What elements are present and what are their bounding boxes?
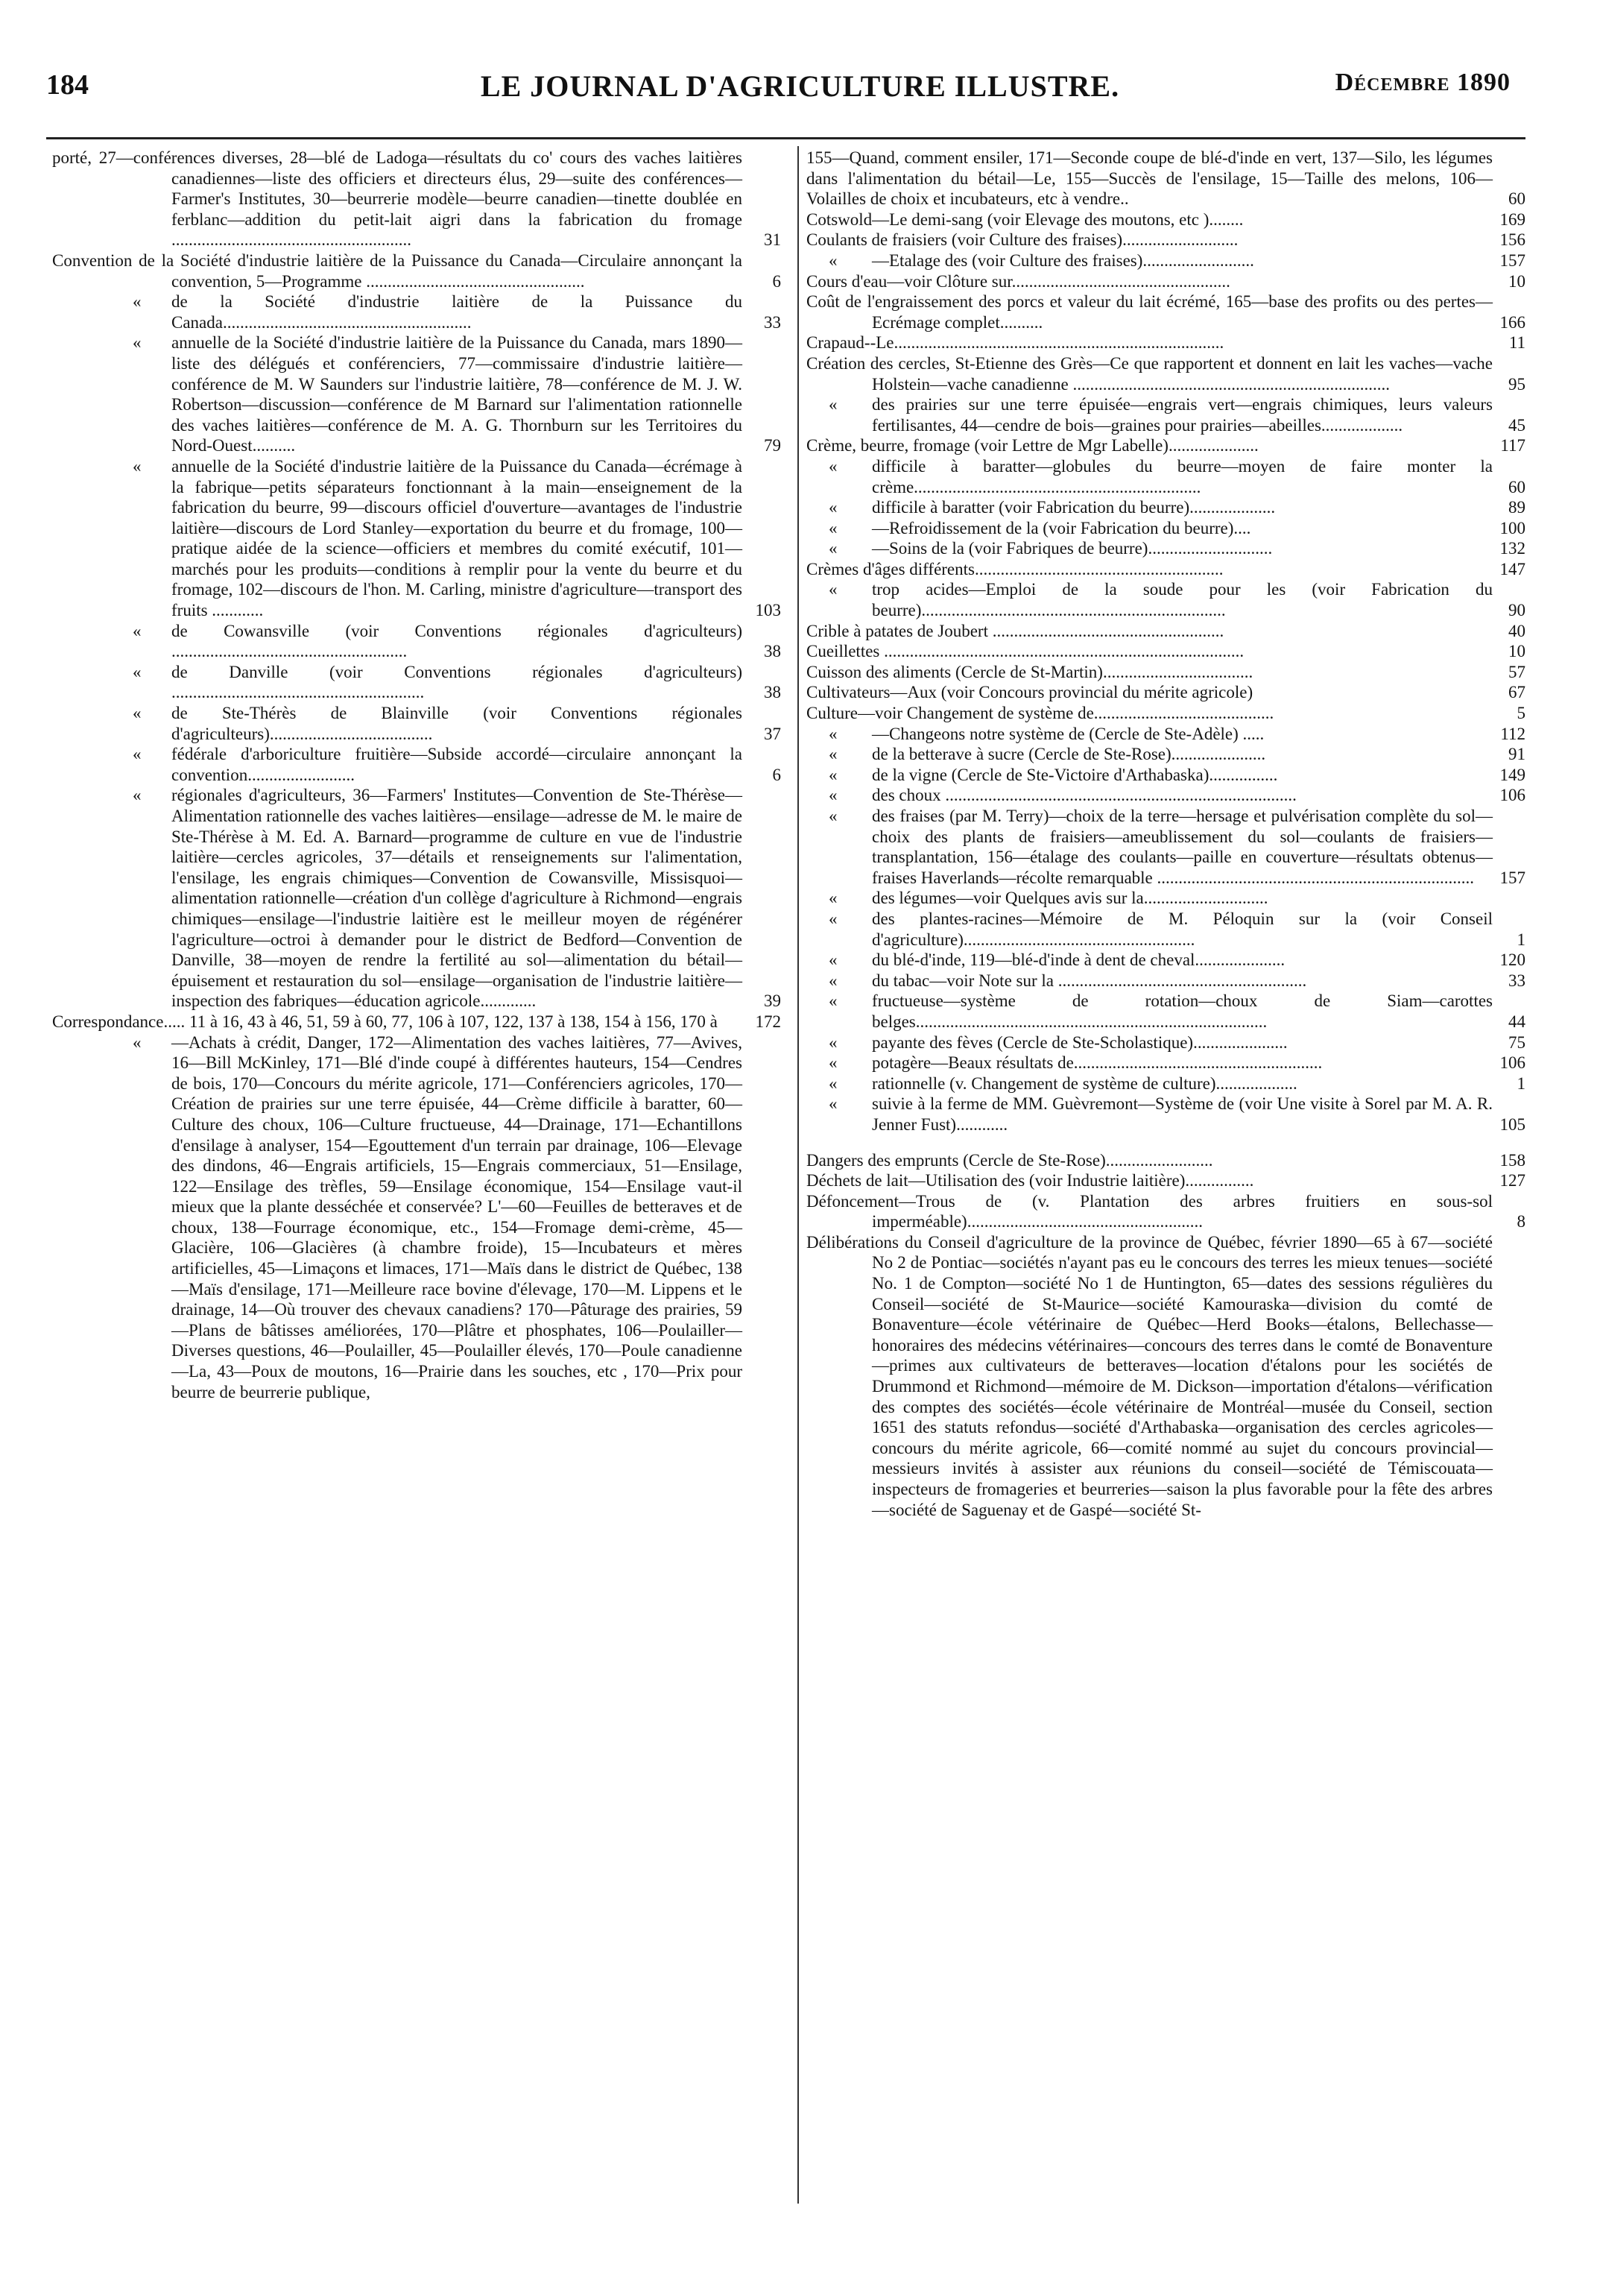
index-entry	[806, 518, 1525, 539]
index-entry	[52, 744, 781, 785]
entry-text: rationnelle (v. Changement de système de culture)...................	[872, 1073, 1297, 1093]
entry-text: Défoncement—Trous de (v. Plantation des arbres fruitiers en sous-sol imperméable).......................................................	[806, 1191, 1493, 1231]
entry-text: de la Société d'industrie laitière de la Puissance du Canada..........................................................	[171, 292, 742, 332]
entry-page-number: 89	[1508, 498, 1525, 517]
index-entry	[52, 291, 781, 332]
entry-text: —Etalage des (voir Culture des fraises)..........................	[872, 250, 1254, 270]
entry-text: du blé-d'inde, 119—blé-d'inde à dent de cheval.....................	[872, 950, 1286, 970]
index-entry	[806, 888, 1525, 909]
entry-text: porté, 27—conférences diverses, 28—blé de Ladoga—résultats du co' cours des vaches laitières canadiennes—liste des officiers et directeurs élus, 29—suite des conférences—Farmer's Institutes, 30—beurrerie modèle—beurre canadien—tinette doublée en ferblanc—addition du petit-lait aigri dans la fabrication du fromage ........................................................	[52, 148, 742, 250]
ditto-mark: «	[133, 1032, 142, 1052]
entry-text: —Refroidissement de la (voir Fabrication du beurre)....	[872, 518, 1251, 537]
index-entry	[806, 271, 1525, 292]
header-rule	[46, 137, 1525, 139]
entry-page-number: 105	[1499, 1114, 1525, 1134]
entry-text: régionales d'agriculteurs, 36—Farmers' Institutes—Convention de Ste-Thérèse—Alimentation rationnelle des vaches laitières—ensilage—adresse de M. le maire de Ste-Thérèse à M. Ed. A. Barnard—programme de culture en vue de l'industrie laitière—cercles agricoles, 37—détails et renseignements sur l'alimentation, l'ensilage, les engrais chimiques—Convention de Cowansville, Missisquoi—alimentation rationnelle—création d'un collège d'agriculture à Richmond—engrais chimiques—ensilage—l'industrie laitière est le meilleur moyen de régénérer l'agriculture—octroi à demander pour le district de Bedford—Convention de Danville, 38—moyen de rendre la fertilité au sol—alimentation du bétail—épuisement et restauration du sol—ensilage—organisation de l'industrie laitière—inspection des fabriques—éducation agricole.............	[171, 786, 742, 1011]
index-entry	[806, 991, 1525, 1032]
ditto-mark: «	[133, 333, 142, 353]
entry-text: de Cowansville (voir Conventions régionales d'agriculteurs) .......................................................	[171, 621, 742, 661]
index-entry	[806, 497, 1525, 518]
index-entry	[52, 703, 781, 744]
entry-text: des choux ..................................................................................	[872, 786, 1297, 805]
entry-page-number: 127	[1499, 1171, 1525, 1190]
entry-page-number: 79	[764, 436, 781, 455]
ditto-mark: «	[829, 807, 838, 825]
entry-page-number: 38	[764, 683, 781, 702]
entry-text: Convention de la Société d'industrie laitière de la Puissance du Canada—Circulaire annonçant la convention, 5—Programme ...................................................	[52, 250, 742, 291]
entry-page-number: 60	[1508, 189, 1525, 209]
ditto-mark: «	[829, 498, 838, 517]
entry-page-number: 10	[1508, 271, 1525, 291]
entry-page-number: 39	[764, 991, 781, 1011]
entry-text: —Changeons notre système de (Cercle de Ste-Adèle) .....	[872, 724, 1265, 743]
entry-page-number: 157	[1499, 868, 1525, 887]
entry-page-number: 169	[1499, 209, 1525, 229]
entry-text: Création des cercles, St-Etienne des Grès—Ce que rapportent et donnent en lait les vaches—vache Holstein—vache canadienne ..........................................................................	[806, 353, 1493, 394]
ditto-mark: «	[829, 518, 838, 537]
index-entry	[806, 230, 1525, 250]
index-entry	[806, 332, 1525, 353]
entry-text: de la betterave à sucre (Cercle de Ste-Rose)......................	[872, 745, 1266, 764]
entry-text: du tabac—voir Note sur la ..........................................................	[872, 971, 1307, 990]
entry-page-number: 149	[1499, 765, 1525, 784]
index-entry	[806, 641, 1525, 662]
entry-text: Coulants de fraisiers (voir Culture des fraises)...........................	[806, 230, 1239, 250]
entry-page-number: 90	[1508, 601, 1525, 620]
index-entry	[806, 394, 1525, 435]
entry-text: difficile à baratter (voir Fabrication du beurre)....................	[872, 498, 1276, 517]
index-entry	[52, 1032, 781, 1403]
index-entry	[806, 1232, 1525, 1520]
entry-text: Déchets de lait—Utilisation des (voir Industrie laitière)................	[806, 1171, 1254, 1190]
ditto-mark: «	[829, 1094, 838, 1114]
index-entry	[806, 909, 1525, 950]
entry-page-number: 166	[1499, 312, 1525, 332]
entry-text: de Ste-Thérès de Blainville (voir Conventions régionales d'agriculteurs)......................................	[171, 704, 742, 743]
index-entry	[806, 250, 1525, 271]
entry-page-number: 67	[1508, 683, 1525, 702]
index-entry	[806, 1073, 1525, 1094]
index-entry	[806, 950, 1525, 971]
index-entry	[806, 456, 1525, 497]
page-number: 184	[46, 69, 89, 101]
index-entry	[806, 1053, 1525, 1073]
index-entry	[806, 703, 1525, 724]
entry-page-number: 40	[1508, 621, 1525, 640]
index-entry	[806, 538, 1525, 559]
column-divider	[797, 146, 799, 2204]
entry-text: 155—Quand, comment ensiler, 171—Seconde coupe de blé-d'inde en vert, 137—Silo, les légumes dans l'alimentation du bétail—Le, 155—Succès de l'ensilage, 15—Taille des melons, 106—Volailles de choix et incubateurs, etc à vendre..	[806, 148, 1493, 209]
entry-text: des prairies sur une terre épuisée—engrais vert—engrais chimiques, leurs valeurs fertilisantes, 44—cendre de bois—graines pour prairies—abeilles...................	[872, 395, 1493, 435]
entry-text: Dangers des emprunts (Cercle de Ste-Rose).........................	[806, 1150, 1213, 1170]
entry-page-number: 44	[1508, 1012, 1525, 1031]
index-entry	[52, 456, 781, 621]
entry-page-number: 33	[1508, 971, 1525, 990]
index-entry	[52, 1012, 781, 1032]
ditto-mark: «	[829, 250, 838, 270]
ditto-mark: «	[133, 456, 142, 476]
entry-text: Culture—voir Changement de système de..........................................	[806, 704, 1274, 723]
index-column-left	[52, 148, 781, 1402]
ditto-mark: «	[829, 1073, 838, 1093]
entry-page-number: 75	[1508, 1032, 1525, 1052]
entry-page-number: 100	[1499, 518, 1525, 537]
entry-text: Crèmes d'âges différents..........................................................	[806, 559, 1224, 578]
entry-page-number: 57	[1508, 662, 1525, 681]
index-entry	[806, 209, 1525, 230]
index-entry	[806, 682, 1525, 703]
ditto-mark: «	[829, 909, 838, 928]
ditto-mark: «	[829, 1053, 838, 1073]
ditto-mark: «	[829, 786, 838, 805]
ditto-mark: «	[829, 395, 838, 414]
entry-page-number: 106	[1499, 786, 1525, 805]
index-entry	[52, 148, 781, 250]
ditto-mark: «	[829, 889, 838, 908]
entry-page-number: 147	[1499, 559, 1525, 578]
ditto-mark: «	[829, 456, 838, 476]
index-entry	[806, 559, 1525, 580]
index-entry	[806, 353, 1525, 394]
entry-page-number: 172	[755, 1012, 781, 1031]
entry-page-number: 106	[1499, 1053, 1525, 1073]
index-entry	[52, 621, 781, 662]
entry-text: difficile à baratter—globules du beurre—moyen de faire monter la crème...................................................................	[872, 456, 1493, 496]
index-entry	[806, 291, 1525, 332]
entry-text: trop acides—Emploi de la soude pour les (voir Fabrication du beurre).......................................................................	[872, 580, 1493, 620]
entry-text: de la vigne (Cercle de Ste-Victoire d'Arthabaska)................	[872, 765, 1278, 784]
index-entry	[806, 579, 1525, 620]
index-entry	[806, 1094, 1525, 1135]
ditto-mark: «	[133, 662, 142, 681]
entry-text: Crapaud--Le.............................................................................	[806, 333, 1224, 353]
entry-text: Cours d'eau—voir Clôture sur...................................................	[806, 271, 1230, 291]
entry-page-number: 37	[764, 724, 781, 743]
entry-text: Cotswold—Le demi-sang (voir Elevage des moutons, etc )........	[806, 209, 1244, 229]
index-entry	[806, 1170, 1525, 1191]
entry-text: Correspondance..... 11 à 16, 43 à 46, 51, 59 à 60, 77, 106 à 107, 122, 137 à 138, 154 à 156, 170 à	[52, 1012, 718, 1031]
entry-text: annuelle de la Société d'industrie laitière de la Puissance du Canada, mars 1890—liste des délégués et conférenciers, 77—commissaire d'industrie laitière—conférence de M. W Saunders sur l'industrie laitière, 78—conférence de M. J. W. Robertson—discussion—conférence de M Barnard sur l'alimentation rationnelle des vaches laitières—conférence de M. A. G. Thornburn sur les Territoires du Nord-Ouest..........	[171, 333, 742, 455]
ditto-mark: «	[133, 292, 142, 312]
entry-text: fructueuse—système de rotation—choux de Siam—carottes belges..................................................................................	[872, 991, 1493, 1031]
index-entry	[806, 744, 1525, 765]
entry-text: potagère—Beaux résultats de..........................................................	[872, 1053, 1323, 1073]
entry-text: annuelle de la Société d'industrie laitière de la Puissance du Canada—écrémage à la fabrique—petits séparateurs fonctionnant à la main—enseignement de la fabrication du beurre, 99—discours officiel d'ouverture—avantages de l'industrie laitière—discours de Lord Stanley—exportation du beurre et du fromage, 100—pratique aidée de la science—officiers et membres du comité exécutif, 101—marchés pour les produits—conditions à remplir pour la vente du beurre et du fromage, 102—discours de l'hon. M. Carling, ministre d'agriculture—transport des fruits ............	[171, 456, 742, 620]
ditto-mark: «	[133, 621, 142, 640]
entry-page-number: 103	[755, 601, 781, 620]
index-entry	[52, 662, 781, 703]
entry-text: —Achats à crédit, Danger, 172—Alimentation des vaches laitières, 77—Avives, 16—Bill McKinley, 171—Blé d'inde coupé à différentes hauteurs, 154—Cendres de bois, 170—Concours du mérite agricole, 171—Conférenciers agricoles, 170—Création de prairies sur une terre épuisée, 44—Crème difficile à baratter, 60—Culture des choux, 106—Culture fructueuse, 44—Drainage, 171—Echantillons d'ensilage à analyser, 154—Egouttement d'un terrain par drainage, 106—Elevage des dindons, 46—Engrais artificiels, 15—Engrais commerciaux, 51—Ensilage, 122—Ensilage des trèfles, 59—Ensilage économique, 154—Ensilage vaut-il mieux que la plante desséchée et conservée? L'—60—Feuilles de betteraves et de choux, 138—Fourrage économique, etc., 154—Fromage demi-crème, 45—Glacière, 106—Glacières (à chambre froide), 15—Incubateurs et mères artificielles, 45—Limaçons et limaces, 171—Maïs dans le district de Québec, 138—Maïs d'ensilage, 171—Meilleure race bovine d'élevage, 170—M. Lippens et le drainage, 14—Où trouver des chevaux canadiens? 170—Pâturage des prairies, 59—Plans de bâtisses améliorées, 170—Plâtre et phosphates, 106—Poulailler—Diverses questions, 46—Poulailler, 45—Poulailler élevés, 170—Poule canadienne—La, 43—Poux de moutons, 16—Prairie dans les souches, etc , 170—Prix pour beurre de beurrerie publique,	[171, 1032, 742, 1401]
index-entry	[806, 806, 1525, 888]
ditto-mark: «	[133, 786, 142, 805]
entry-page-number: 5	[1517, 704, 1525, 723]
index-entry	[806, 1191, 1525, 1232]
entry-page-number: 10	[1508, 642, 1525, 661]
index-entry	[806, 785, 1525, 806]
index-entry	[806, 971, 1525, 991]
entry-page-number: 95	[1508, 374, 1525, 394]
index-entry	[806, 1032, 1525, 1053]
index-entry	[806, 148, 1525, 209]
index-entry	[806, 435, 1525, 456]
entry-text: Coût de l'engraissement des porcs et valeur du lait écrémé, 165—base des profits ou des pertes—Ecrémage complet..........	[806, 292, 1493, 332]
index-entry	[806, 621, 1525, 642]
entry-page-number: 117	[1500, 436, 1525, 455]
entry-text: des légumes—voir Quelques avis sur la.............................	[872, 889, 1268, 908]
index-entry	[806, 765, 1525, 786]
entry-text: des plantes-racines—Mémoire de M. Péloquin sur la (voir Conseil d'agriculture)......................................................	[872, 909, 1493, 949]
entry-gap	[806, 1135, 1525, 1150]
entry-text: suivie à la ferme de MM. Guèvremont—Système de (voir Une visite à Sorel par M. A. R. Jenner Fust)............	[872, 1094, 1493, 1134]
index-entry	[52, 332, 781, 456]
ditto-mark: «	[133, 704, 142, 723]
ditto-mark: «	[829, 950, 838, 970]
entry-page-number: 11	[1508, 333, 1525, 353]
entry-text: des fraises (par M. Terry)—choix de la terre—hersage et pulvérisation complète du sol—choix des plants de fraisiers—ameublissement du sol—coulants de fraisiers—transplantation, 156—étalage des coulants—paille en couverture—résultats obtenus—fraises Haverlands—récolte remarquable ..........................................................................	[872, 807, 1493, 887]
entry-page-number: 1	[1517, 1073, 1525, 1093]
entry-page-number: 1	[1517, 930, 1525, 949]
entry-page-number: 132	[1499, 539, 1525, 558]
journal-title: LE JOURNAL D'AGRICULTURE ILLUSTRE.	[480, 69, 1120, 103]
entry-text: Cuisson des aliments (Cercle de St-Martin)...................................	[806, 662, 1253, 681]
entry-page-number: 91	[1508, 745, 1525, 764]
index-entry	[806, 1150, 1525, 1171]
entry-page-number: 6	[772, 271, 781, 291]
ditto-mark: «	[829, 971, 838, 990]
entry-text: Crible à patates de Joubert ......................................................	[806, 621, 1224, 640]
ditto-mark: «	[829, 580, 838, 599]
entry-page-number: 31	[764, 230, 781, 250]
index-entry	[806, 724, 1525, 745]
ditto-mark: «	[829, 539, 838, 558]
index-entry	[806, 662, 1525, 683]
ditto-mark: «	[829, 991, 838, 1011]
entry-text: Cultivateurs—Aux (voir Concours provincial du mérite agricole)	[806, 683, 1253, 702]
entry-page-number: 156	[1499, 230, 1525, 250]
entry-page-number: 158	[1499, 1150, 1525, 1170]
entry-text: Crème, beurre, fromage (voir Lettre de Mgr Labelle).....................	[806, 436, 1259, 455]
issue-date: Décembre 1890	[1335, 69, 1511, 96]
entry-page-number: 112	[1500, 724, 1525, 743]
entry-page-number: 157	[1499, 250, 1525, 270]
entry-text: de Danville (voir Conventions régionales d'agriculteurs) ...........................................................	[171, 662, 742, 702]
index-entry	[52, 785, 781, 1012]
ditto-mark: «	[829, 745, 838, 764]
entry-page-number: 38	[764, 642, 781, 661]
entry-page-number: 6	[772, 765, 781, 784]
entry-page-number: 8	[1517, 1212, 1525, 1231]
ditto-mark: «	[829, 1032, 838, 1052]
entry-page-number: 45	[1508, 415, 1525, 435]
ditto-mark: «	[133, 745, 142, 764]
ditto-mark: «	[829, 765, 838, 784]
index-column-right	[806, 148, 1525, 1520]
entry-page-number: 120	[1499, 950, 1525, 970]
entry-page-number: 60	[1508, 477, 1525, 496]
entry-page-number: 33	[764, 312, 781, 332]
entry-text: fédérale d'arboriculture fruitière—Subside accordé—circulaire annonçant la convention.........................	[171, 745, 742, 784]
entry-text: —Soins de la (voir Fabriques de beurre).............................	[872, 539, 1273, 558]
entry-text: Délibérations du Conseil d'agriculture de la province de Québec, février 1890—65 à 67—société No 2 de Pontiac—sociétés n'ayant pas eu le concours des terres les mieux tenues—société No. 1 de Compton—société No 1 de Huntington, 65—dates des sessions régulières du Conseil—société de St-Maurice—société Kamouraska—division du comté de Bonaventure—école vétérinaire de Québec—Herd Books—étalons, Bellechasse—honoraires des médecins vétérinaires—concours des terres dans le comté de Bonaventure—primes aux cultivateurs de betteraves—location d'étalons pour les sociétés de Drummond et Richmond—mémoire de M. Dickson—importation d'étalons—vérification des comptes des sociétés—école vétérinaire de Montréal—musée du Conseil, section 1651 des statuts refondus—société d'Arthabaska—organisation des cercles agricoles—concours du mérite agricole, 66—comité nommé au sujet du concours provincial—messieurs invités à assister aux réunions du conseil—société de Témiscouata—inspecteurs de fromageries et beurreries—saison la plus favorable pour la fête des arbres—société de Saguenay et de Gaspé—société St-	[806, 1232, 1493, 1519]
entry-text: payante des fèves (Cercle de Ste-Scholastique)......................	[872, 1032, 1288, 1052]
entry-text: Cueillettes ....................................................................................	[806, 642, 1245, 661]
index-entry	[52, 250, 781, 291]
ditto-mark: «	[829, 724, 838, 743]
